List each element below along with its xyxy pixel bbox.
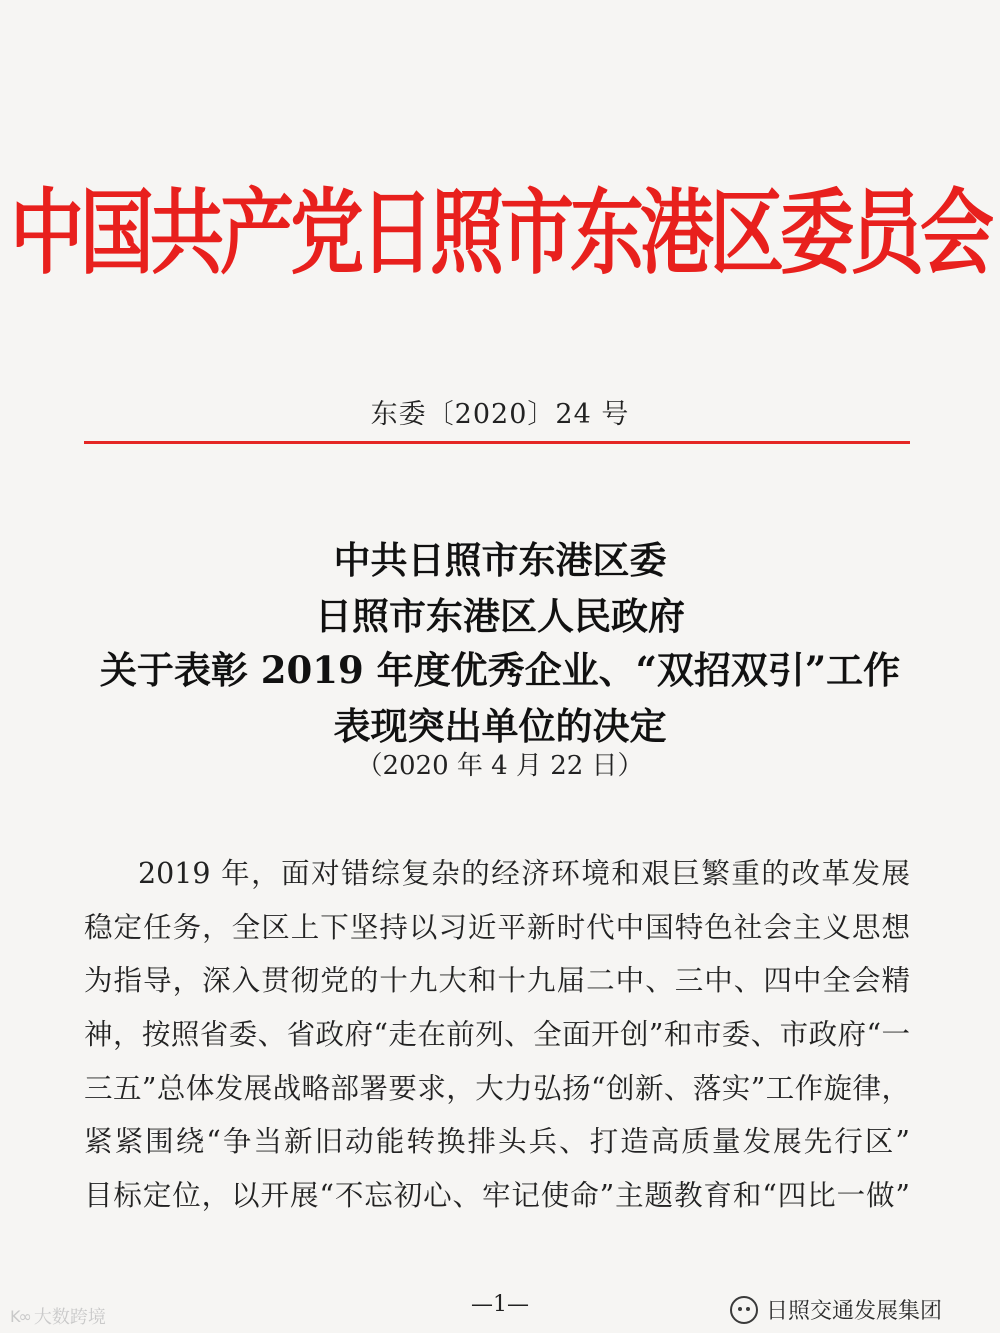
- watermark-logo-icon: K∞: [10, 1306, 30, 1326]
- title-line-3: 关于表彰 2019 年度优秀企业、“双招双引”工作: [99, 648, 901, 692]
- title-line-2: 日照市东港区人民政府: [315, 594, 685, 638]
- org-title: 中国共产党日照市东港区委员会: [10, 180, 990, 288]
- body-line: 稳定任务，全区上下坚持以习近平新时代中国特色社会主义思想: [84, 911, 910, 944]
- doc-number: 东委〔2020〕24 号: [370, 399, 630, 430]
- body-line: 三五”总体发展战略部署要求，大力弘扬“创新、落实”工作旋律，: [84, 1072, 910, 1105]
- wechat-icon: [730, 1296, 758, 1324]
- watermark-right: [730, 1294, 942, 1325]
- body-line: 为指导，深入贯彻党的十九大和十九届二中、三中、四中全会精: [84, 964, 910, 997]
- title-line-1: 中共日照市东港区委: [333, 538, 667, 582]
- decision-date: （2020 年 4 月 22 日）: [356, 751, 644, 781]
- page-number: —1—: [471, 1292, 529, 1317]
- title-line-4: 表现突出单位的决定: [333, 704, 667, 748]
- watermark-left-text: 大数跨境: [33, 1307, 106, 1328]
- body-line: 紧紧围绕“争当新旧动能转换排头兵、打造高质量发展先行区”: [84, 1125, 910, 1158]
- body-line: 目标定位，以开展“不忘初心、牢记使命”主题教育和“四比一做”: [84, 1179, 910, 1212]
- red-divider: [84, 441, 910, 444]
- watermark-left: [10, 1303, 106, 1329]
- watermark-right-text: 日照交通发展集团: [766, 1299, 943, 1324]
- body-line: 神，按照省委、省政府“走在前列、全面开创”和市委、市政府“一: [84, 1018, 910, 1051]
- body-line: 2019 年，面对错综复杂的经济环境和艰巨繁重的改革发展: [138, 857, 910, 890]
